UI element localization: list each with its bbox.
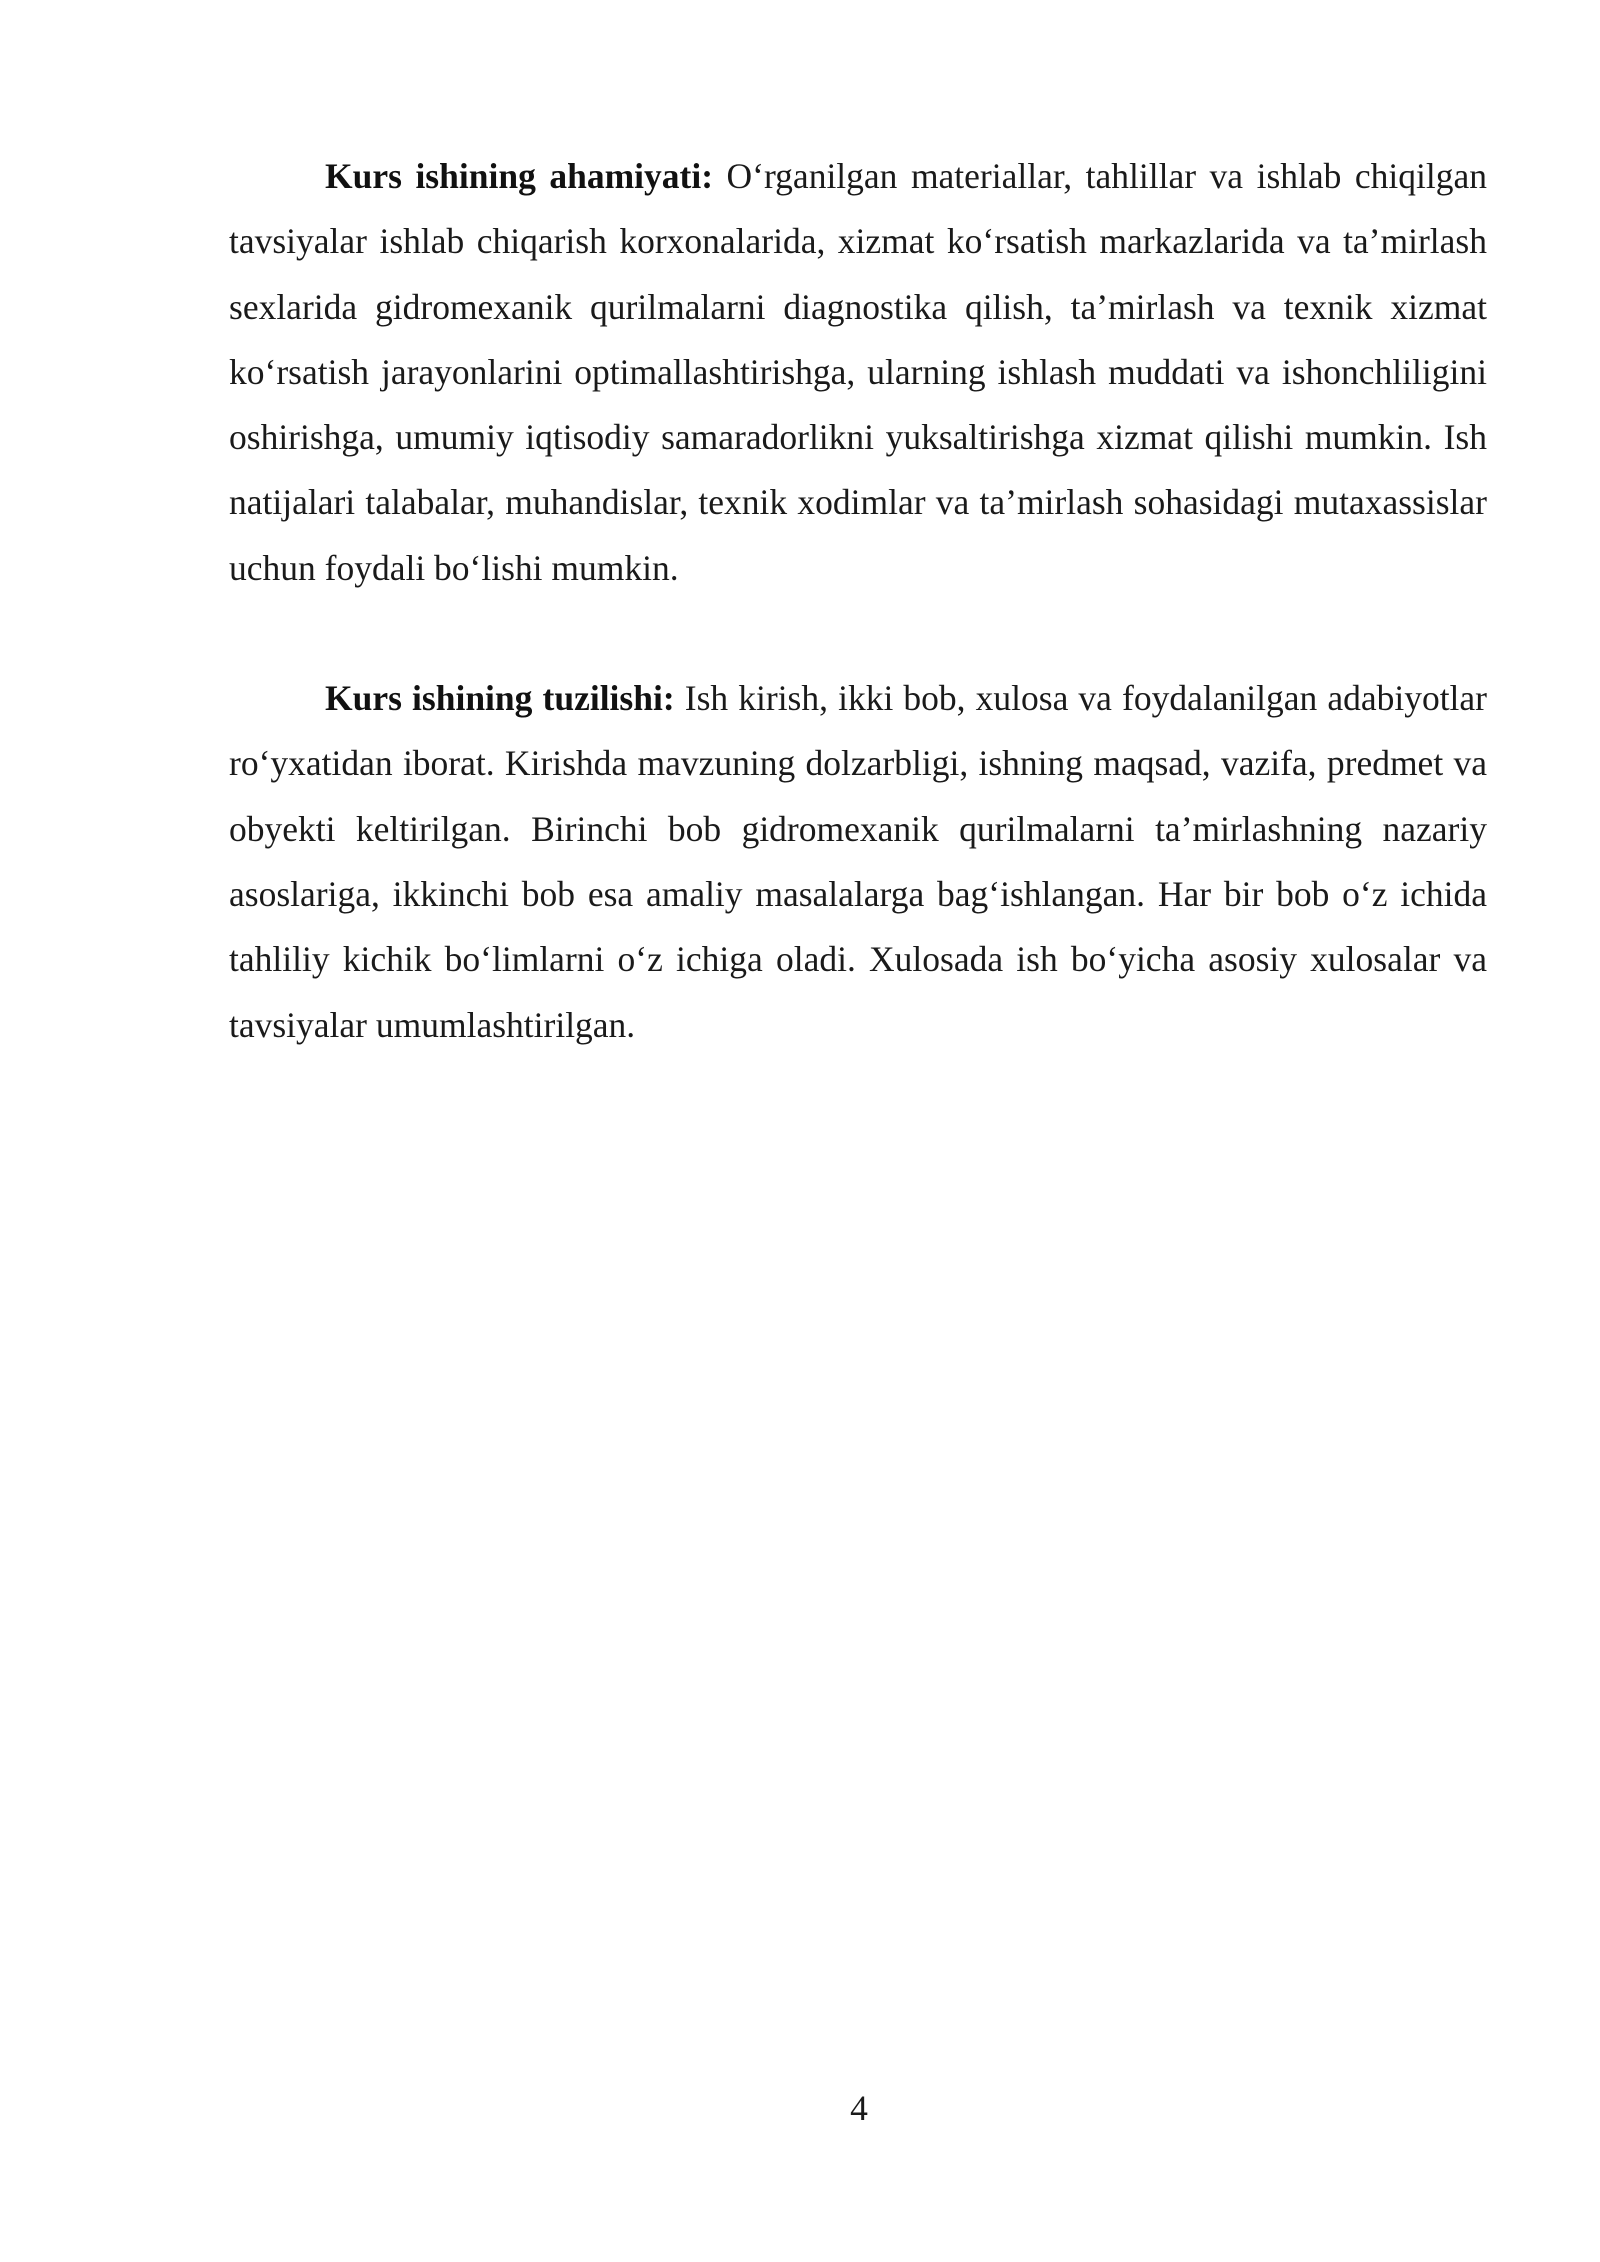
page-number: 4 [850, 2088, 868, 2128]
paragraph-text-structure: Ish kirish, ikki bob, xulosa va foydalanilgan adabiyotlar ro‘yxatidan iborat. Kirishda mavzuning dolzarbligi, ishning maqsad, vazifa, predmet va obyekti keltirilgan. Birinchi bob gidromexanik qurilmalarni ta’mirlashning nazariy asoslariga, ikkinchi bob esa amaliy masalalarga bag‘ishlangan. Har bir bob o‘z ichida tahliliy kichik bo‘limlarni o‘z ichiga oladi. Xulosada ish bo‘yicha asosiy xulosalar va tavsiyalar umumlashtirilgan. [229, 678, 1488, 1045]
page-body [229, 144, 1487, 1058]
paragraph-text-significance: O‘rganilgan materiallar, tahlillar va ishlab chiqilgan tavsiyalar ishlab chiqarish korxonalarida, xizmat ko‘rsatish markazlarida va ta’mirlash sexlarida gidromexanik qurilmalarni diagnostika qilish, ta’mirlash va texnik xizmat ko‘rsatish jarayonlarini optimallashtirishga, ularning ishlash muddati va ishonchliligini oshirishga, umumiy iqtisodiy samaradorlikni yuksaltirishga xizmat qilishi mumkin. Ish natijalari talabalar, muhandislar, texnik xodimlar va ta’mirlash sohasidagi mutaxassislar uchun foydali bo‘lishi mumkin. [229, 156, 1487, 588]
paragraph-significance [229, 144, 1487, 601]
paragraph-heading-structure: Kurs ishining tuzilishi: [325, 678, 675, 719]
paragraph-structure [229, 666, 1487, 1058]
paragraph-heading-significance: Kurs ishining ahamiyati: [325, 156, 714, 196]
